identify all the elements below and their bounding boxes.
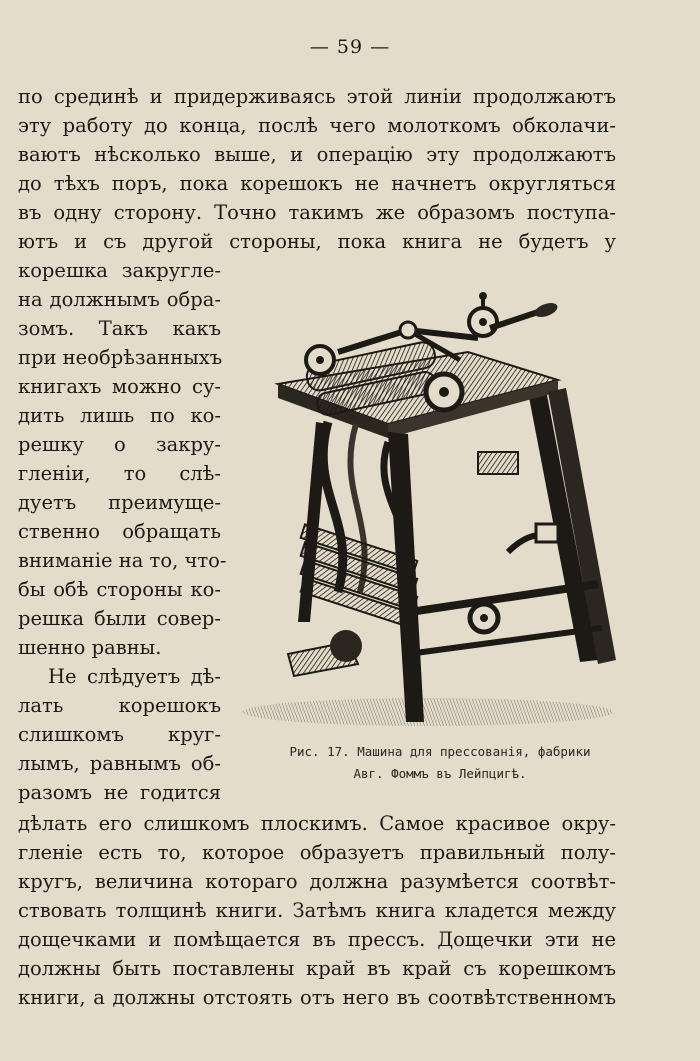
text-line: шенно равны. [18, 636, 162, 659]
text-line: дощечками и помѣщается въ прессъ. Дощечки эти не [18, 928, 616, 951]
pressing-machine-illustration [228, 292, 620, 732]
text-line: должны быть поставлены край въ край съ корешкомъ [18, 957, 616, 980]
text-line: по срединѣ и придерживаясь этой линіи продолжаютъ [18, 85, 616, 108]
figure-caption-line-1: Рис. 17. Машина для прессованія, фабрики [289, 744, 591, 759]
text-line: вниманіе на то, что- [18, 549, 227, 572]
text-line: Не слѣдуетъ дѣ- [48, 665, 221, 688]
text-line: гленіи, то слѣ- [18, 462, 221, 485]
page-number: — 59 — [309, 36, 391, 58]
text-line: лать корешокъ [18, 694, 221, 717]
text-line: решка были совер- [18, 607, 221, 630]
text-line: ственно обращать [18, 520, 221, 543]
figure-caption-line-2: Авг. Фоммъ въ Лейпцигѣ. [353, 766, 527, 781]
text-line: на должнымъ обра- [18, 288, 221, 311]
text-line: дуетъ преимуще- [18, 491, 221, 514]
text-line: дить лишь по ко- [18, 404, 221, 427]
text-line: зомъ. Такъ какъ [18, 317, 221, 340]
text-line: до тѣхъ поръ, пока корешокъ не начнетъ округляться [18, 172, 616, 195]
text-line: ютъ и съ другой стороны, пока книга не будетъ у [18, 230, 616, 253]
text-line: кругъ, величина котораго должна разумѣется соотвѣт- [18, 870, 616, 893]
text-line: слишкомъ круг- [18, 723, 221, 746]
text-line: разомъ не годится [18, 781, 221, 804]
text-line: гленіе есть то, которое образуетъ правильный полу- [18, 841, 616, 864]
text-line: корешка закругле- [18, 259, 221, 282]
text-line: въ одну сторону. Точно такимъ же образомъ поступа- [18, 201, 616, 224]
text-line: эту работу до конца, послѣ чего молоткомъ обколачи- [18, 114, 616, 137]
text-line: лымъ, равнымъ об- [18, 752, 221, 775]
text-line: решку о закру- [18, 433, 221, 456]
text-line: бы обѣ стороны ко- [18, 578, 221, 601]
text-line: ствовать толщинѣ книги. Затѣмъ книга кладется между [18, 899, 616, 922]
text-line: при необрѣзанныхъ [18, 346, 223, 369]
text-line: книгахъ можно су- [18, 375, 221, 398]
text-line: ваютъ нѣсколько выше, и операцію эту продолжаютъ [18, 143, 616, 166]
text-line: дѣлать его слишкомъ плоскимъ. Самое красивое окру- [18, 812, 616, 835]
text-line: книги, а должны отстоять отъ него въ соотвѣтственномъ [18, 986, 616, 1009]
